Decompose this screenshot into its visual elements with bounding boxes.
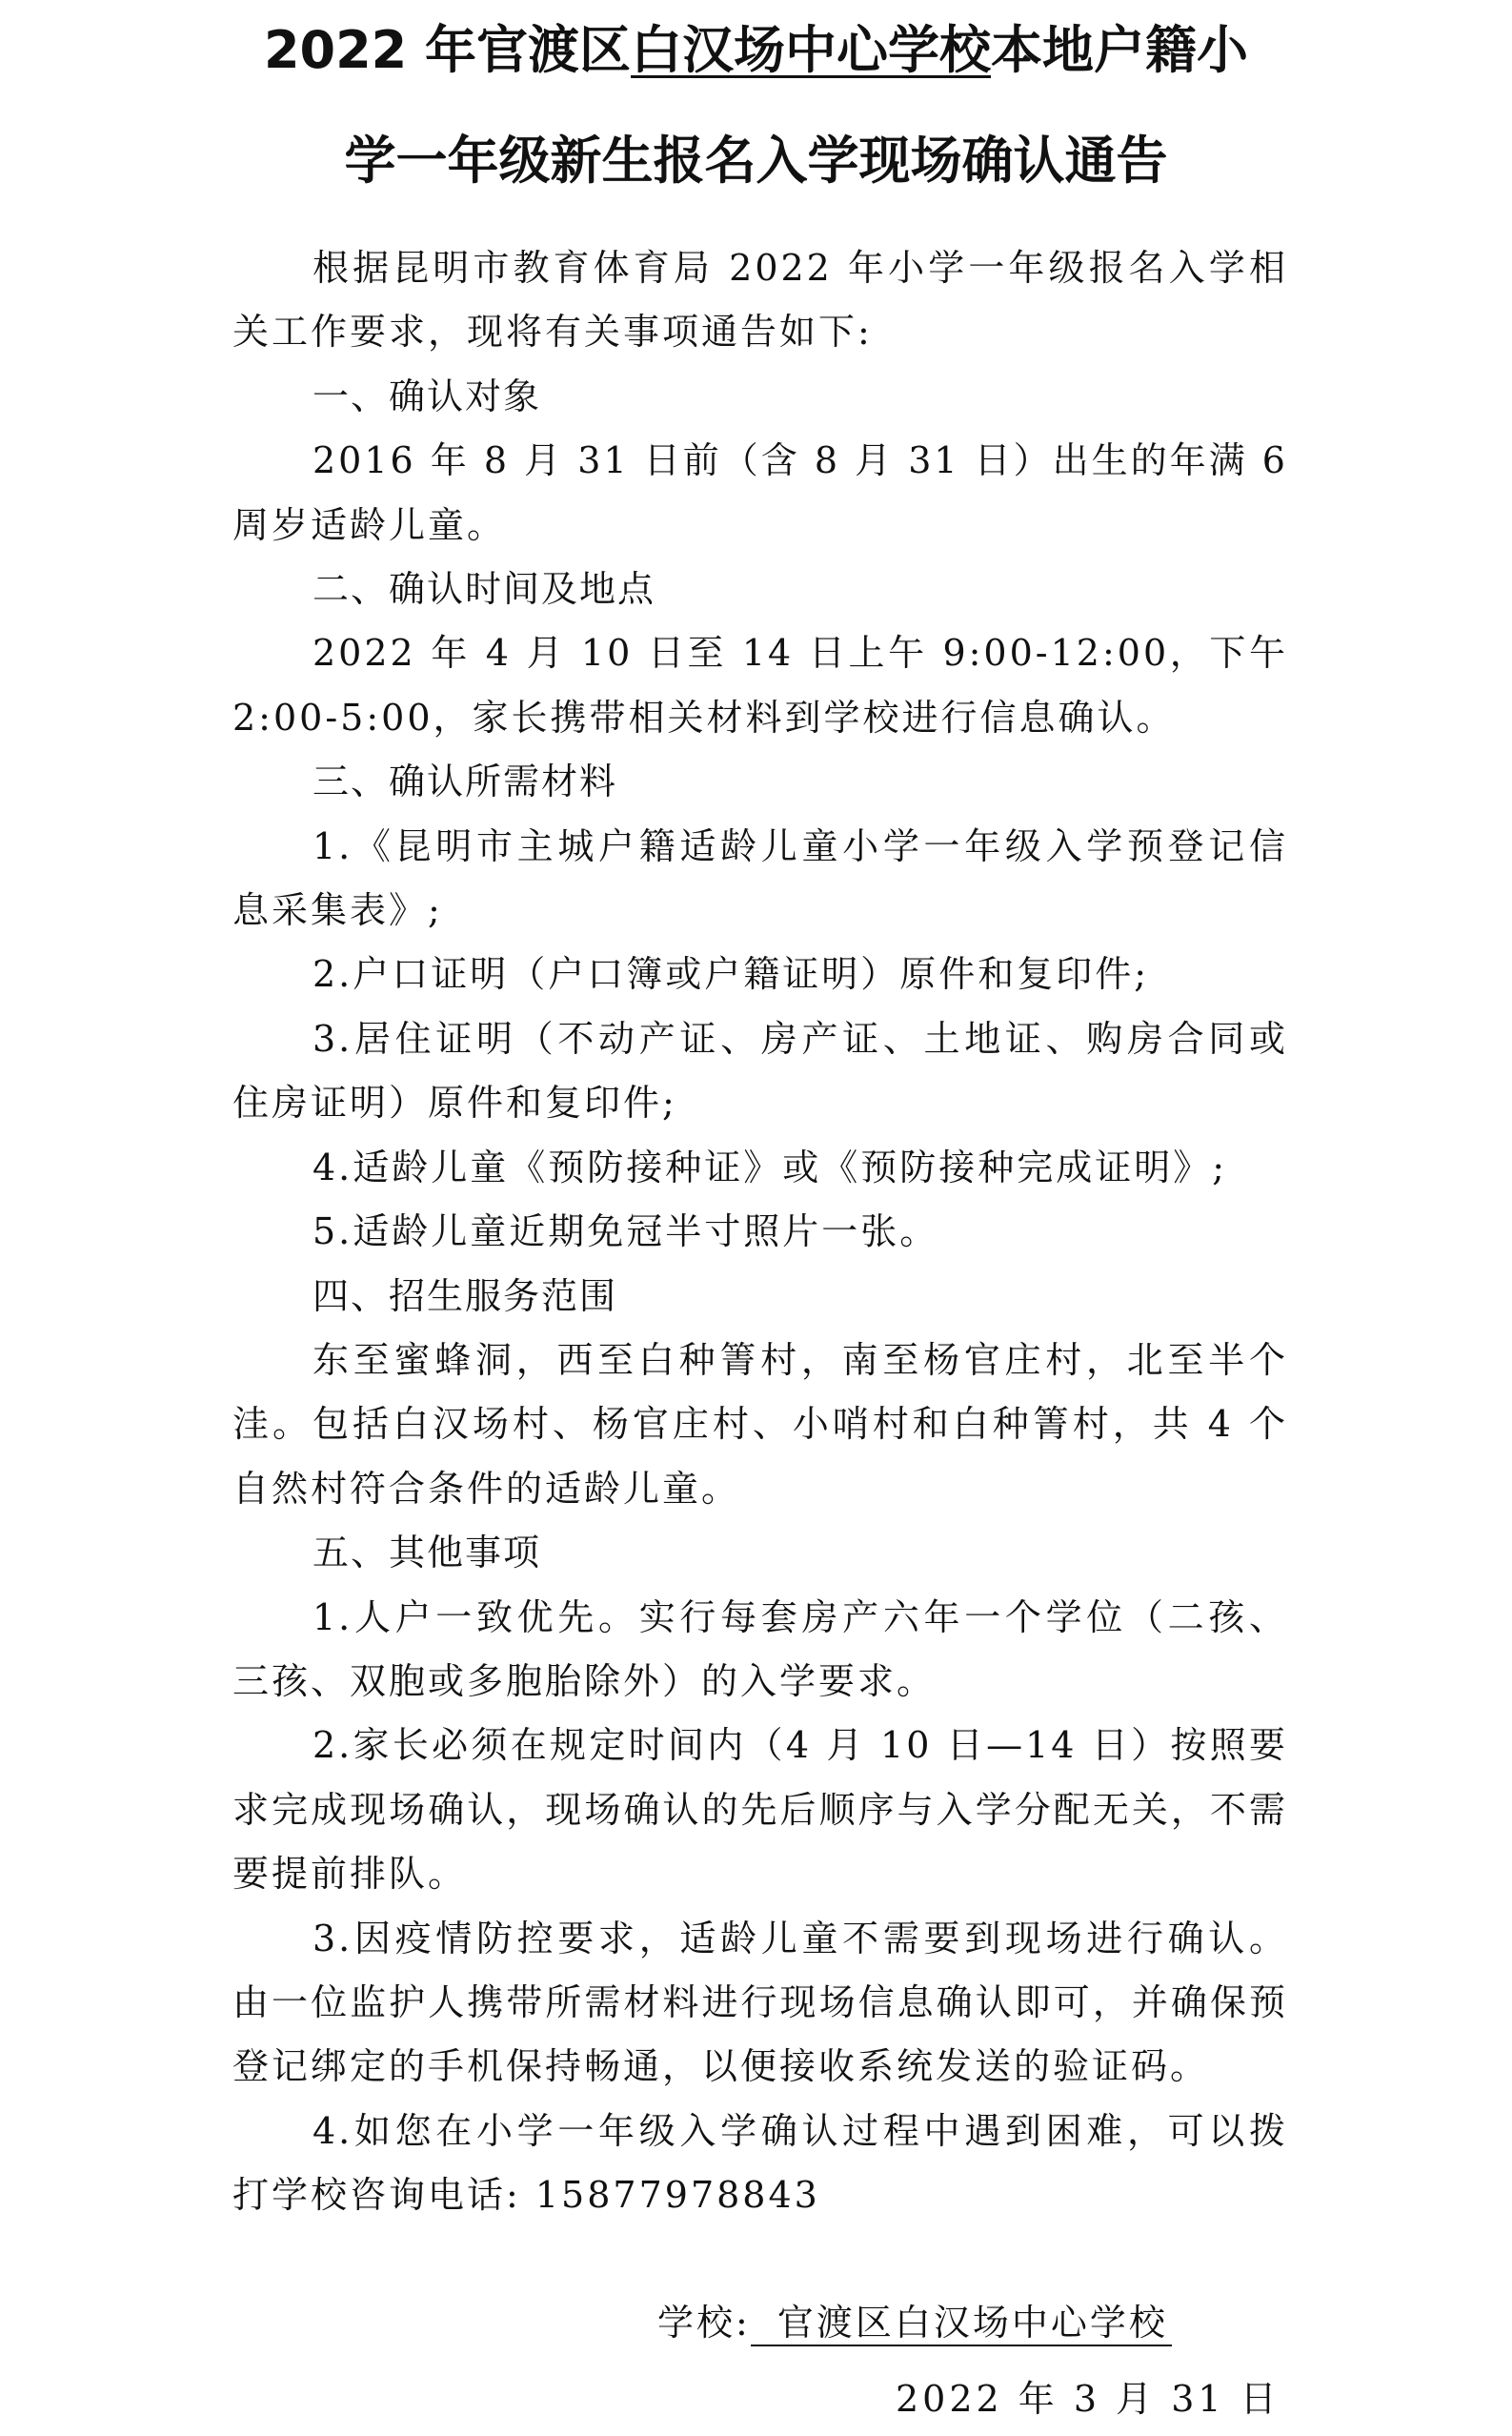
notice-title-line-1 <box>191 20 1321 80</box>
section-2-heading: 二、确认时间及地点 <box>312 568 656 611</box>
signature-school-line <box>657 2304 1172 2346</box>
other-item: 4.如您在小学一年级入学确认过程中遇到困难，可以拨打学校咨询电话: 15877978843 <box>232 2109 1288 2217</box>
section-3-heading: 三、确认所需材料 <box>312 761 618 803</box>
material-item: 4.适龄儿童《预防接种证》或《预防接种完成证明》; <box>312 1146 1228 1188</box>
material-item: 3.居住证明（不动产证、房产证、土地证、购房合同或住房证明）原件和复印件; <box>232 1017 1288 1125</box>
title-school-name: 白汉场中心学校 <box>631 20 992 80</box>
title-suffix: 本地户籍小 <box>991 20 1249 80</box>
title-prefix: 2022 年官渡区 <box>263 20 632 80</box>
section-4-text: 东至蜜蜂洞，西至白种箐村，南至杨官庄村，北至半个洼。包括白汉场村、杨官庄村、小哨村和白种箐村，共 4 个自然村符合条件的适龄儿童。 <box>232 1338 1288 1510</box>
section-5-heading: 五、其他事项 <box>312 1532 542 1574</box>
other-item: 2.家长必须在规定时间内（4 月 10 日—14 日）按照要求完成现场确认，现场确认的先后顺序与入学分配无关，不需要提前排队。 <box>232 1724 1288 1896</box>
other-item: 1.人户一致优先。实行每套房产六年一个学位（二孩、三孩、双胞或多胞胎除外）的入学要求。 <box>232 1595 1288 1702</box>
notice-title-line-2: 学一年级新生报名入学现场确认通告 <box>344 131 1168 191</box>
material-item: 2.户口证明（户口簿或户籍证明）原件和复印件; <box>312 953 1150 996</box>
signature-school-name: 官渡区白汉场中心学校 <box>751 2304 1172 2346</box>
signature-date: 2022 年 3 月 31 日 <box>896 2378 1280 2420</box>
section-1-text: 2016 年 8 月 31 日前（含 8 月 31 日）出生的年满 6 周岁适龄儿童。 <box>232 439 1288 546</box>
intro-paragraph: 根据昆明市教育体育局 2022 年小学一年级报名入学相关工作要求，现将有关事项通告如下: <box>232 247 1288 354</box>
signature-label: 学校: <box>657 2302 751 2344</box>
section-4-heading: 四、招生服务范围 <box>312 1274 618 1317</box>
material-item: 1.《昆明市主城户籍适龄儿童小学一年级入学预登记信息采集表》; <box>232 824 1288 932</box>
section-2-text: 2022 年 4 月 10 日至 14 日上午 9:00-12:00，下午 2:00-5:00，家长携带相关材料到学校进行信息确认。 <box>232 632 1288 739</box>
notice-body <box>232 236 1288 2228</box>
section-1-heading: 一、确认对象 <box>312 375 542 417</box>
other-item: 3.因疫情防控要求，适龄儿童不需要到现场进行确认。由一位监护人携带所需材料进行现场信息确认即可，并确保预登记绑定的手机保持畅通，以便接收系统发送的验证码。 <box>232 1917 1288 2088</box>
material-item: 5.适龄儿童近期免冠半寸照片一张。 <box>312 1210 939 1253</box>
